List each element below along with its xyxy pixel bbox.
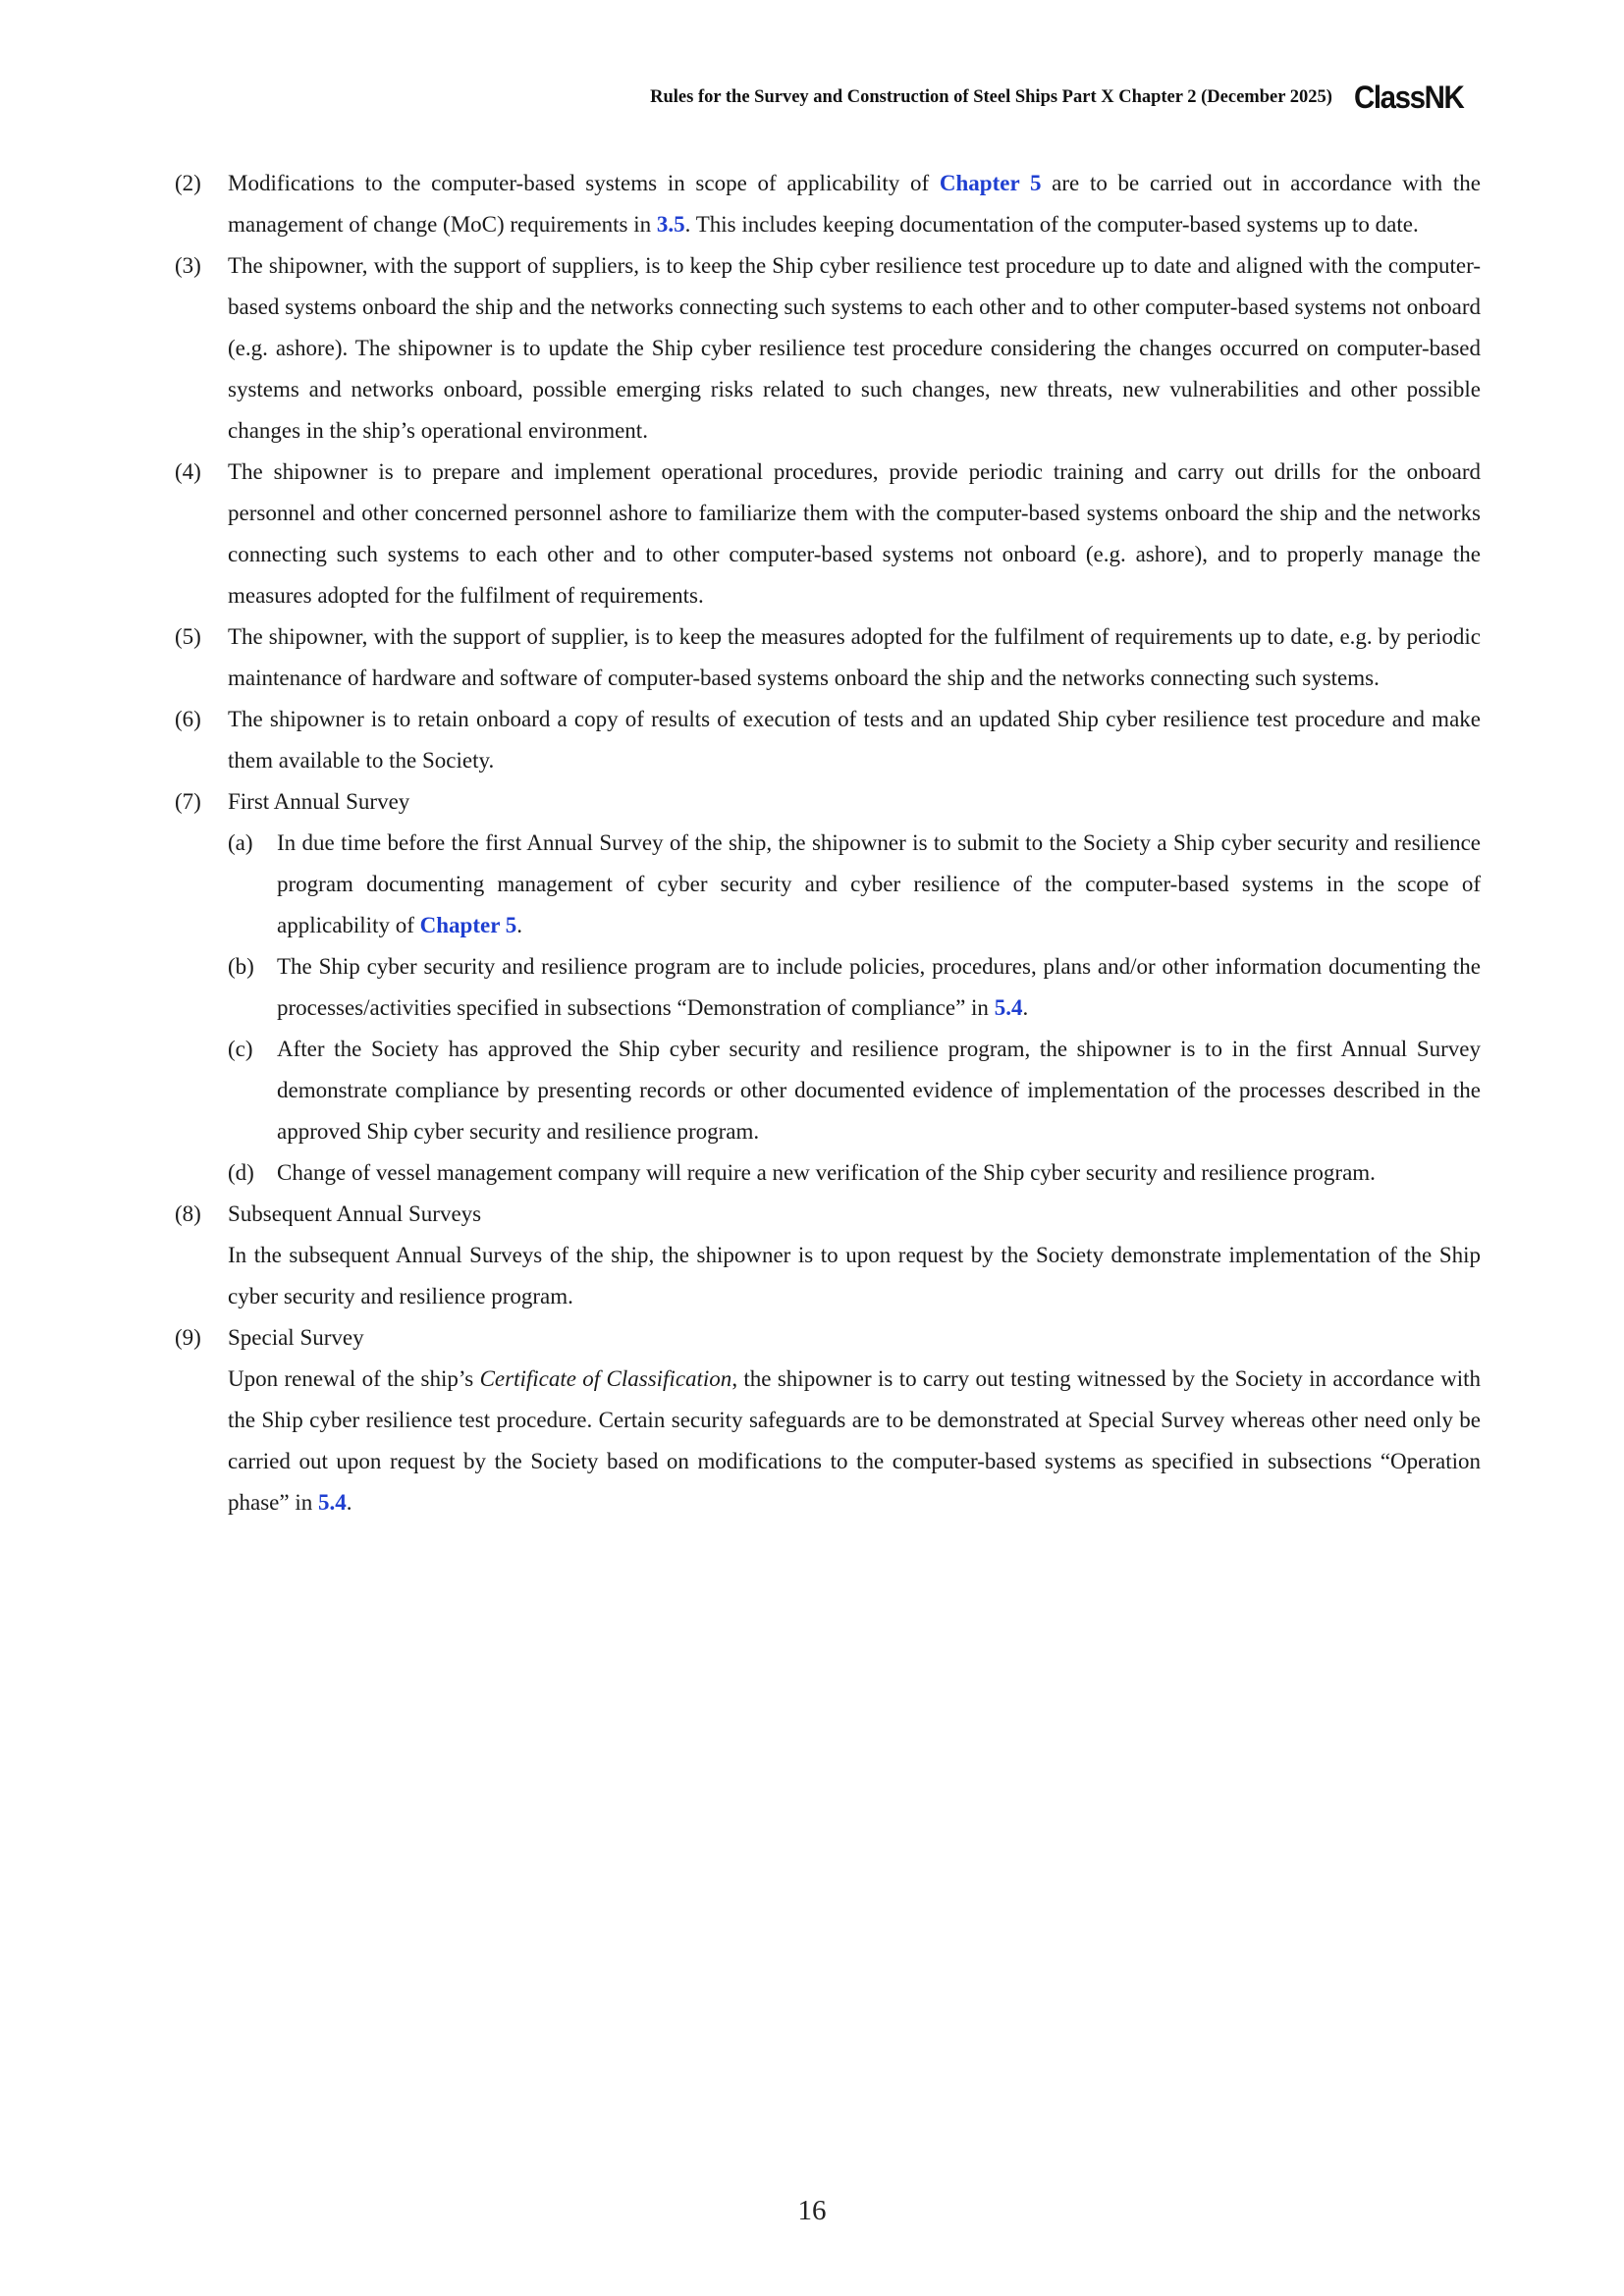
sub-item-text: The Ship cyber security and resilience program are to include policies, procedures, plans and/or other information documenting the processes/activities specified in subsections “Demonstration of compliance” in 5.4. <box>277 954 1481 1020</box>
item-number: (2) <box>175 171 201 195</box>
section-5-4-link[interactable]: 5.4 <box>317 1490 347 1515</box>
page-header <box>650 80 1473 114</box>
header-title: Rules for the Survey and Construction of Steel Ships Part X Chapter 2 (December 2025) <box>650 86 1332 107</box>
sub-item-letter: (c) <box>228 1037 253 1061</box>
item-heading: Subsequent Annual Surveys <box>228 1201 482 1226</box>
list-item <box>175 452 1481 616</box>
sub-item-letter: (b) <box>228 954 254 979</box>
list-item <box>175 781 1481 823</box>
list-item <box>175 1317 1481 1359</box>
item-paragraph: In the subsequent Annual Surveys of the ship, the shipowner is to upon request by the Society demonstrate implementation of the Ship cyber security and resilience program. <box>228 1243 1481 1308</box>
sub-list-item <box>228 946 1481 1029</box>
section-3-5-link[interactable]: 3.5 <box>656 212 685 237</box>
section-5-4-link[interactable]: 5.4 <box>994 995 1023 1020</box>
sub-item-text: After the Society has approved the Ship cyber security and resilience program, the shipowner is to in the first Annual Survey demonstrate compliance by presenting records or other documented evidence of implementation of the processes described in the approved Ship cyber security and resilience program. <box>277 1037 1481 1144</box>
certificate-term: Certificate of Classification <box>479 1366 732 1391</box>
item-number: (6) <box>175 707 201 731</box>
list-item <box>175 163 1481 245</box>
sub-list-item <box>228 1152 1481 1194</box>
item-text: The shipowner is to retain onboard a copy of results of execution of tests and an updated Ship cyber resilience test procedure and make them available to the Society. <box>228 707 1481 773</box>
list-item <box>175 245 1481 452</box>
item-text: Modifications to the computer-based systems in scope of applicability of Chapter 5 are to be carried out in accordance with the management of change (MoC) requirements in 3.5. This includes keeping documentation of the computer-based systems up to date. <box>228 171 1481 237</box>
item-number: (5) <box>175 624 201 649</box>
sub-item-text: In due time before the first Annual Survey of the ship, the shipowner is to submit to the Society a Ship cyber security and resilience program documenting management of cyber security and cyber resilience of the computer-based systems in the scope of applicability of Chapter 5. <box>277 830 1481 937</box>
list-item <box>175 1194 1481 1235</box>
item-number: (3) <box>175 253 201 278</box>
list-item <box>175 616 1481 699</box>
item-number: (4) <box>175 459 201 484</box>
sub-list-item <box>228 823 1481 946</box>
sub-item-text: Change of vessel management company will require a new verification of the Ship cyber security and resilience program. <box>277 1160 1376 1185</box>
item-text: The shipowner, with the support of suppliers, is to keep the Ship cyber resilience test procedure up to date and aligned with the computer-based systems onboard the ship and the networks connecting such systems to each other and to other computer-based systems not onboard (e.g. ashore). The shipowner is to update the Ship cyber resilience test procedure considering the changes occurred on computer-based systems and networks onboard, possible emerging risks related to such changes, new threats, new vulnerabilities and other possible changes in the ship’s operational environment. <box>228 253 1481 443</box>
classnk-logo: ClassNK <box>1353 79 1464 115</box>
item-paragraph: Upon renewal of the ship’s Certificate of Classification, the shipowner is to carry out testing witnessed by the Society in accordance with the Ship cyber resilience test procedure. Certain security safeguards are to be demonstrated at Special Survey whereas other need only be carried out upon request by the Society based on modifications to the computer-based systems as specified in subsections “Operation phase” in 5.4. <box>228 1366 1481 1515</box>
document-body <box>175 163 1481 1523</box>
item-number: (9) <box>175 1325 201 1350</box>
list-item <box>175 699 1481 781</box>
sub-item-letter: (d) <box>228 1160 254 1185</box>
item-number: (8) <box>175 1201 201 1226</box>
sub-list-item <box>228 1029 1481 1152</box>
chapter-5-link[interactable]: Chapter 5 <box>939 171 1042 195</box>
chapter-5-link[interactable]: Chapter 5 <box>419 913 517 937</box>
sub-item-letter: (a) <box>228 830 253 855</box>
item-number: (7) <box>175 789 201 814</box>
item-text: The shipowner is to prepare and implement operational procedures, provide periodic training and carry out drills for the onboard personnel and other concerned personnel ashore to familiarize them with the computer-based systems onboard the ship and the networks connecting such systems to each other and to other computer-based systems not onboard (e.g. ashore), and to properly manage the measures adopted for the fulfilment of requirements. <box>228 459 1481 608</box>
item-text: The shipowner, with the support of supplier, is to keep the measures adopted for the fulfilment of requirements up to date, e.g. by periodic maintenance of hardware and software of computer-based systems onboard the ship and the networks connecting such systems. <box>228 624 1481 690</box>
page-number: 16 <box>797 2195 827 2226</box>
item-heading: First Annual Survey <box>228 789 410 814</box>
item-heading: Special Survey <box>228 1325 364 1350</box>
